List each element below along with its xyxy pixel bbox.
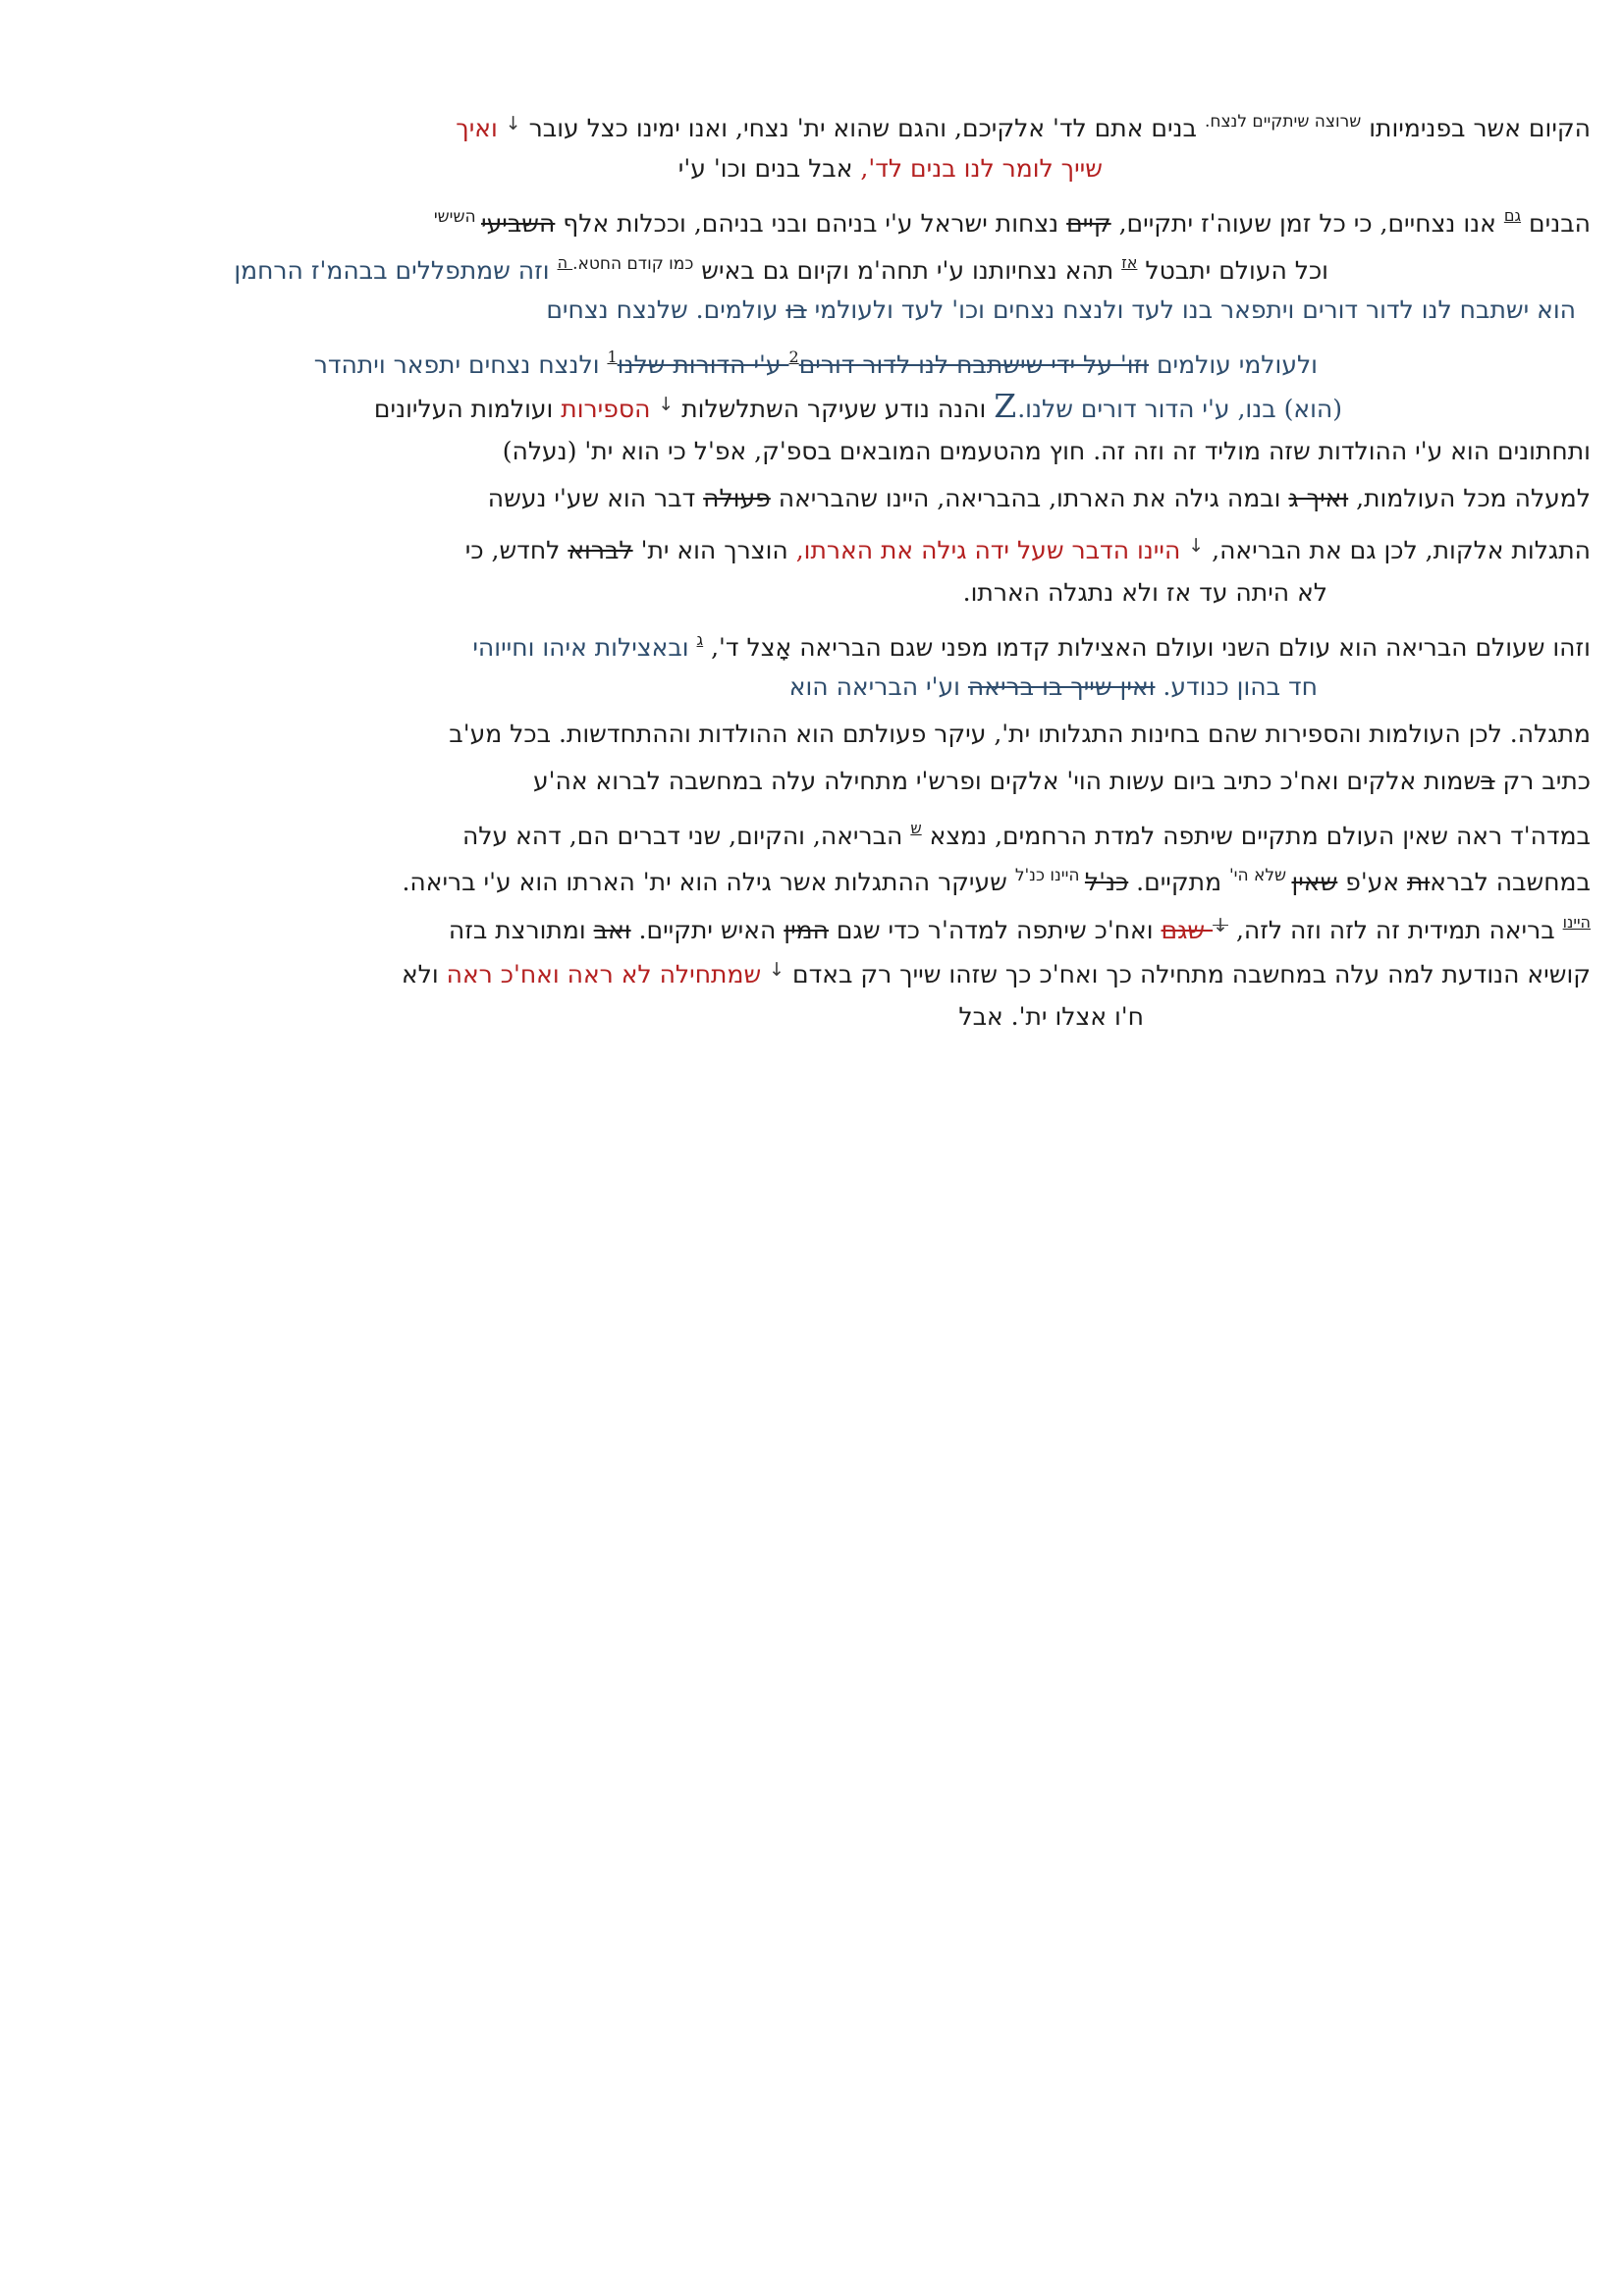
text-line [0,993,1144,1041]
text-line [0,428,1591,475]
red-edit-text: הספירות [561,395,659,423]
struck-text: ב [1481,767,1495,795]
blue-edit-text: חד בהון כנודע. [1155,672,1318,701]
body-text: דבר הוא שע'י נעשה [487,484,704,512]
struck-text: לברוא [568,536,633,564]
body-text: התגלות אלקות, לכן גם את הבריאה, [1204,536,1591,564]
footnote-marker: ש [910,819,922,837]
blue-edit-text: וזה שמתפללים בבהמ'ז הרחמן [234,256,558,285]
body-text: ח'ו אצלו ית'. אבל [958,1002,1144,1031]
body-text: שעיקר ההתגלות אשר גילה הוא ית' הארתו הוא ע'י בריאה. [402,868,1015,896]
body-text: נצחות ישראל ע'י בניהם ובני בניהם, וככלות אלף [555,209,1067,238]
body-text: הבנים [1521,209,1591,238]
body-text: ועולמות העליונים [373,395,562,423]
body-text: בנים אתם לד' אלקיכם, והגם שהוא ית' נצחי, ואנו ימינו כצל עובר [520,114,1205,142]
body-text: הוצרך הוא ית' [632,536,796,564]
footnote-marker: אז [1121,253,1138,272]
body-text: לחדש, כי [464,536,568,564]
text-line [0,240,1328,287]
body-text: אנו נצחיים, כי כל זמן שעוה'ז יתקיים, [1110,209,1504,238]
struck-text: פעולה [703,484,771,512]
body-text: במדה'ד ראה שאין העולם מתקיים שיתפה למדת הרחמים, נמצא [921,822,1591,850]
text-block [0,98,1591,1041]
insertion-arrow-icon: ↓ [505,113,521,134]
body-text: אע'פ [1337,868,1408,896]
body-text: וכל העולם יתבטל [1137,256,1328,285]
struck-text: המין [784,916,829,944]
insertion-arrow-icon: ↓ [769,959,785,981]
body-text: האיש יתקיים. [630,916,784,944]
body-text: ומתורצת בזה [448,916,594,944]
text-line [0,287,1576,334]
struck-blue-text: ואין שייך בו בריאה [967,672,1156,701]
text-line [0,616,1591,664]
body-text: מתגלה. לכן העולמות והספירות שהם בחינות התגלותו ית', עיקר פעולתם הוא ההולדות וההתחדשות. בכל מע'ב [449,720,1591,748]
insertion-arrow-icon: ↓ [658,394,675,415]
body-text: ותחתונים הוא ע'י ההולדות שזה מוליד זה וזה זה. חוץ מהטעמים המובאים בספ'ק, אפ'ל כי הוא ית' (נעלה) [502,437,1591,465]
footnote-marker: היינו [1562,913,1591,932]
struck-text: כנ'ל [1084,868,1129,896]
text-line [0,145,1103,192]
body-text: מתקיים. [1128,868,1229,896]
body-text: לא היתה עד אז ולא נתגלה הארתו. [962,578,1327,607]
footnote-marker: ג [696,630,704,649]
text-line [0,805,1591,852]
body-text: אבל בנים וכו' ע'י [677,154,853,183]
text-line [0,381,1342,428]
struck-insertion-arrow-icon: ↓ [1213,915,1228,936]
text-line [0,522,1591,569]
text-line [0,758,1591,805]
struck-red-text: שגם [1161,916,1214,944]
text-line [0,711,1591,758]
body-text: והנה נודע שעיקר השתלשלות [674,395,995,423]
superscript-insertion: כמו קודם החטא. [572,254,694,274]
body-text: ולא [401,960,447,988]
blue-edit-text: הוא ישתבח לנו לדור דורים ויתפאר בנו לעד ולנצח נצחים וכו' לעד ולעולמי [806,295,1576,324]
superscript-insertion: שרוצה שיתקיים לנצח. [1204,112,1362,132]
text-line [0,899,1591,946]
body-text: תהא נצחיותנו ע'י תחה'מ וקיום גם באיש [693,256,1122,285]
text-line [0,569,1327,616]
section-mark-z: Z [994,387,1018,425]
red-edit-text: שמתחילה לא ראה ואח'כ ראה [446,960,770,988]
text-line [0,334,1318,381]
red-edit-text: שייך לומר לנו בנים לד', [852,154,1103,183]
struck-text: ות [1407,868,1431,896]
struck-text: ואיך ג [1288,484,1349,512]
blue-edit-text: ולנצח נצחים יתפאר ויתהדר [313,350,608,379]
struck-blue-text: ע'י הדורות שלנו [617,350,789,379]
blue-edit-text: ולעולמי עולמים [1149,350,1318,379]
footnote-marker: ה [557,253,573,272]
body-text: ואח'כ שיתפה למדה'ר כדי שגם [828,916,1162,944]
superscript-insertion: שלא הי' [1229,866,1292,885]
red-edit-text: ואיך [456,114,506,142]
struck-blue-text: בו [785,295,807,324]
text-line [0,475,1591,522]
struck-text: ואב [593,916,631,944]
body-text: הבריאה, והקיום, שני דברים הם, דהא עלה [461,822,911,850]
blue-edit-text: עולמים. שלנצח נצחים [546,295,786,324]
body-text: קושיא הנודעת למה עלה במחשבה מתחילה כך ואח'כ כך שזהו שייך רק באדם [784,960,1591,988]
superscript-insertion: השישי [433,207,482,227]
footnote-marker: גם [1503,206,1522,225]
text-line [0,98,1591,145]
superscript-insertion: היינו כנ'ל [1014,866,1085,885]
body-text: בריאה תמידית זה לזה וזה לזה, [1228,916,1563,944]
text-line [0,192,1591,240]
body-text: שמות אלקים ואח'כ כתיב ביום עשות הוי' אלקים ופרש'י מתחילה עלה במחשבה לברוא אה'ע [532,767,1482,795]
struck-blue-text: וזו' על ידי שישתבח לנו לדור דורים [798,350,1149,379]
text-line [0,946,1591,993]
body-text: במחשבה לברא [1430,868,1591,896]
body-text: למעלה מכל העולמות, [1348,484,1591,512]
struck-text: קיים [1066,209,1111,238]
text-line [0,852,1591,899]
blue-edit-text: וע'י הבריאה הוא [788,672,968,701]
body-text: וזהו שעולם הבריאה הוא עולם השני ועולם האצילות קדמו מפני שגם הבריאה אָצל ד', [703,633,1591,662]
struck-text: השביעי [481,209,556,238]
blue-edit-text: ובאצילות איהו וחייוהי [472,633,697,662]
text-line [0,664,1318,711]
body-text: ובמה גילה את הארתו, בהבריאה, היינו שהבריאה [770,484,1289,512]
red-edit-text: היינו הדבר שעל ידה גילה את הארתו, [795,536,1189,564]
footnote-marker: 1 [607,347,618,366]
footnote-marker: 2 [788,347,799,366]
body-text: כתיב רק [1494,767,1591,795]
struck-text: שאין [1291,868,1338,896]
blue-edit-text: (הוא) בנו, ע'י הדור דורים שלנו. [1017,395,1342,423]
body-text: הקיום אשר בפנימיותו [1361,114,1591,142]
insertion-arrow-icon: ↓ [1188,535,1205,557]
